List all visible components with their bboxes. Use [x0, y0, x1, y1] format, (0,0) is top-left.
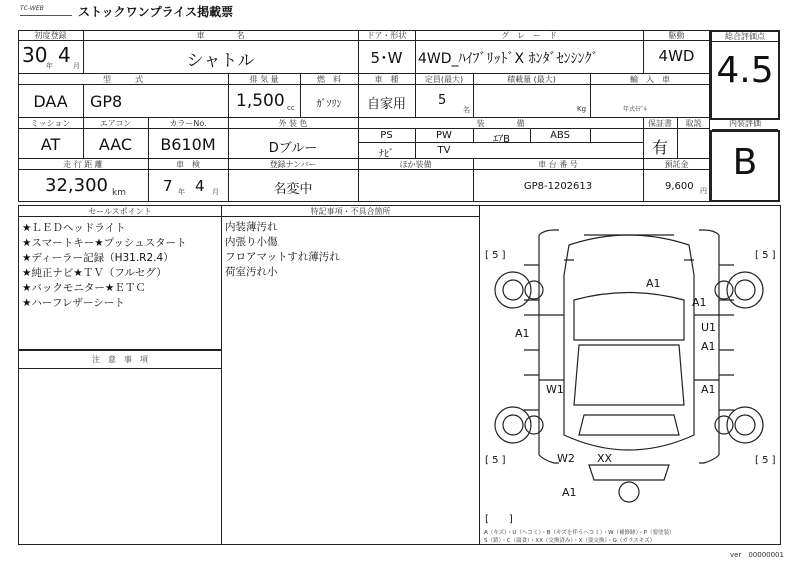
inspection-month: 4: [195, 177, 205, 195]
year-unit: 年: [46, 62, 53, 70]
label-mission: ミッション: [30, 119, 71, 128]
chassis-number: GP8-1202613: [523, 181, 593, 192]
equip-airbag: ｴｱB: [493, 134, 510, 145]
sales-point: ★バックモニター★ＥＴＣ: [22, 282, 146, 294]
damage-mark: A1: [562, 486, 577, 499]
sales-point: ★スマートキー★プッシュスタート: [22, 237, 187, 249]
damage-mark: U1: [701, 321, 717, 334]
sales-points-list: [22, 221, 220, 311]
label-capacity: 定員(最大): [424, 75, 464, 84]
label-equipment: 装 備: [476, 119, 525, 128]
caution-title: 注 意 事 項: [92, 355, 148, 364]
label-displacement: 排 気 量: [249, 75, 279, 84]
site-logo: TC-WEB: [20, 5, 72, 16]
equip-ps: PS: [380, 130, 393, 141]
label-grade: グ レ ー ド: [501, 31, 557, 40]
fuel: ｶﾞｿﾘﾝ: [316, 99, 342, 110]
note-item: 内張り小傷: [225, 236, 278, 248]
first-reg-year: 30: [22, 43, 48, 67]
label-model: 型 式: [103, 75, 143, 84]
label-drive: 駆動: [668, 31, 685, 40]
equip-pw: PW: [436, 130, 452, 141]
damage-mark: A1: [701, 383, 716, 396]
inspection-month-unit: 月: [212, 188, 219, 196]
damage-legend-line1: A（キズ）・U（ヘコミ）・B（キズを伴うヘコミ）・W（補修跡）・P（要塗装）: [484, 530, 675, 536]
label-inspection: 車 検: [176, 160, 200, 169]
label-load: 積載量 (最大): [507, 75, 556, 84]
damage-mark: A1: [646, 277, 661, 290]
category: 自家用: [366, 97, 406, 112]
label-warranty: 保証書: [648, 119, 672, 128]
month-unit: 月: [73, 62, 80, 70]
label-other-equipment: ほか装備: [399, 160, 432, 169]
displacement: 1,500: [236, 91, 285, 111]
warranty: 有: [651, 138, 668, 157]
total-score: 4.5: [716, 50, 774, 91]
car-name: シャトル: [186, 51, 255, 71]
damage-mark: A1: [692, 296, 707, 309]
note-item: 荷室汚れ小: [225, 266, 278, 278]
color-no: B610M: [160, 135, 216, 154]
interior-score: B: [732, 142, 758, 183]
damage-mark: W1: [546, 383, 564, 396]
label-car-name: 車 名: [196, 31, 245, 40]
label-import: 輸 入 車: [630, 75, 670, 84]
label-recycle: 預託金: [664, 160, 689, 169]
first-reg-month: 4: [58, 43, 71, 67]
sales-point: ★純正ナビ★ＴＶ（フルセグ）: [22, 267, 167, 279]
door-type: 5･W: [370, 49, 403, 67]
sales-point: ★ＬＥＤヘッドライト: [22, 222, 126, 234]
damage-mark: A1: [701, 340, 716, 353]
caution-box: [18, 350, 222, 545]
drive-type: 4WD: [658, 47, 695, 65]
spare-tire: [ ]: [485, 514, 513, 525]
label-exterior-color: 外 装 色: [278, 119, 308, 128]
label-total-score: 総合評価点: [725, 32, 765, 41]
tire-rear-left: [ 5 ]: [485, 455, 506, 466]
sales-point: ★ディーラー記録（H31.R2.4）: [22, 252, 174, 264]
label-category: 車 種: [374, 75, 399, 84]
label-aircon: エアコン: [99, 119, 132, 128]
note-item: 内装薄汚れ: [225, 221, 278, 233]
recycle-deposit: 9,600: [665, 181, 694, 192]
sales-point: ★ハーフレザーシート: [22, 297, 125, 309]
model-prefix: DAA: [33, 92, 68, 111]
label-mileage: 走 行 距 離: [63, 160, 103, 169]
exterior-color: Dブルー: [268, 141, 318, 156]
yen-unit: 円: [700, 187, 707, 195]
label-chassis: 車 台 番 号: [538, 160, 578, 169]
damage-mark: XX: [597, 452, 613, 465]
km-unit: km: [112, 188, 126, 198]
grade: 4WD_ﾊｲﾌﾞﾘｯﾄﾞX ﾎﾝﾀﾞｾﾝｼﾝｸﾞ: [418, 51, 599, 67]
damage-mark: W2: [557, 452, 575, 465]
label-manual: 取説: [685, 119, 702, 128]
label-plate: 登録ナンバー: [269, 160, 317, 169]
inspection-year: 7: [163, 177, 173, 195]
damage-legend-line2: S（錆）・C（腐食）・XX（交換済み）・X（要交換）・G（ガラスキズ）: [484, 538, 656, 544]
notes-title: 特記事項・不具合箇所: [310, 207, 391, 216]
equip-navi: ﾅﾋﾞ: [379, 149, 394, 160]
page-title: ストックワンプライス掲載票: [78, 5, 234, 19]
cc-unit: cc: [287, 104, 295, 112]
plate-number: 名変中: [273, 182, 313, 197]
label-fuel: 燃 料: [317, 75, 341, 84]
car-diagram: [479, 205, 781, 545]
mission: AT: [40, 135, 61, 154]
equip-abs: ABS: [550, 130, 570, 141]
tire-rear-right: [ 5 ]: [755, 455, 776, 466]
tire-front-right: [ 5 ]: [755, 250, 776, 261]
model-year: 年式ﾓﾃﾞﾙ: [623, 106, 648, 113]
capacity: 5: [438, 93, 447, 108]
equip-tv: TV: [437, 145, 451, 156]
model-code: GP8: [90, 92, 123, 111]
capacity-unit: 名: [463, 106, 470, 114]
aircon: AAC: [98, 135, 133, 154]
label-interior: 内装評価: [729, 119, 761, 128]
tire-front-left: [ 5 ]: [485, 250, 506, 261]
mileage: 32,300: [45, 175, 108, 196]
note-item: フロアマットすれ薄汚れ: [225, 251, 340, 263]
inspection-year-unit: 年: [178, 188, 185, 196]
label-color-no: カラーNo.: [169, 119, 207, 128]
label-first-reg: 初度登録: [34, 31, 67, 40]
label-door-type: ドア・形状: [366, 31, 407, 40]
version-label: ver 00000001: [730, 551, 784, 559]
damage-mark: A1: [515, 327, 530, 340]
notes-list: [225, 220, 475, 280]
sales-points-title: セールスポイント: [88, 207, 152, 216]
load-unit: Kg: [577, 105, 587, 113]
